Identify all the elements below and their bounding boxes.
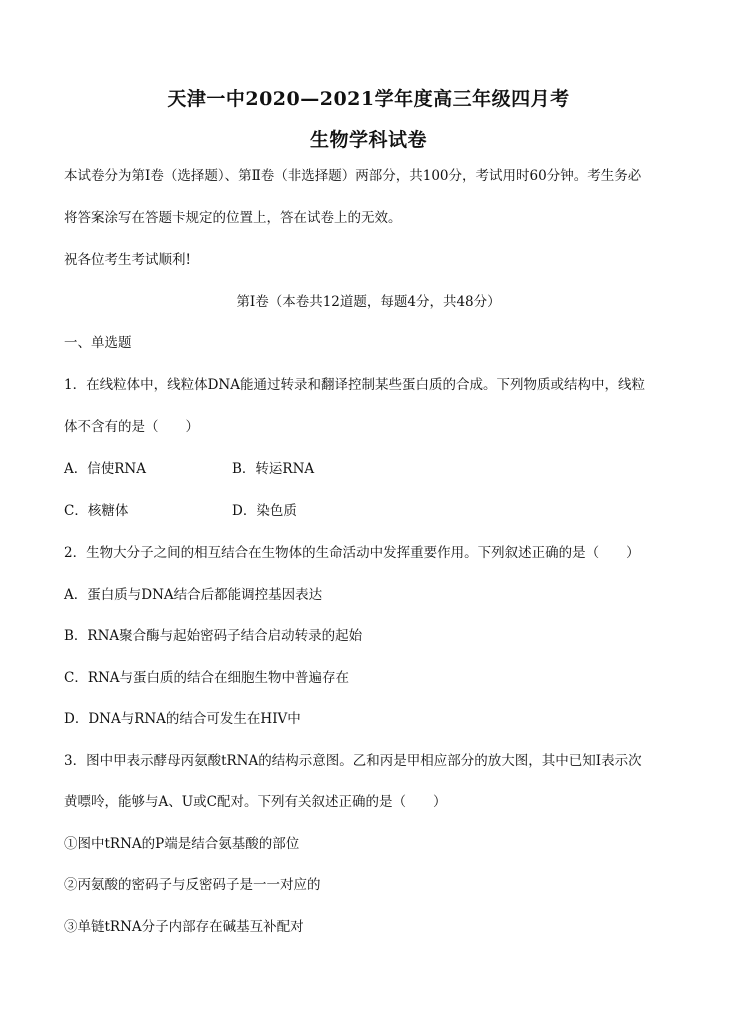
question-1-stem-line-2: 体不含有的是（ ） bbox=[64, 419, 199, 435]
question-2-option-b: B．RNA聚合酶与起始密码子结合启动转录的起始 bbox=[64, 628, 363, 644]
section-heading: 第Ⅰ卷（本卷共12道题，每题4分，共48分） bbox=[236, 294, 501, 310]
question-3-statement-2: ②丙氨酸的密码子与反密码子是一一对应的 bbox=[64, 877, 321, 893]
section-type: 一、单选题 bbox=[64, 335, 132, 351]
question-1-stem-line-1: 1．在线粒体中，线粒体DNA能通过转录和翻译控制某些蛋白质的合成。下列物质或结构中，线粒 bbox=[64, 377, 645, 393]
question-2-option-d: D．DNA与RNA的结合可发生在HIV中 bbox=[64, 711, 301, 727]
question-2-option-c: C．RNA与蛋白质的结合在细胞生物中普遍存在 bbox=[64, 670, 350, 686]
question-1-option-b: B．转运RNA bbox=[232, 461, 315, 477]
instructions-line-1: 本试卷分为第Ⅰ卷（选择题）、第Ⅱ卷（非选择题）两部分，共100分，考试用时60分钟。考生务必 bbox=[64, 168, 642, 184]
question-3-statement-3: ③单链tRNA分子内部存在碱基互补配对 bbox=[64, 919, 304, 935]
question-1-option-c: C．核糖体 bbox=[64, 503, 129, 519]
exam-subtitle: 生物学科试卷 bbox=[309, 129, 427, 151]
question-3-stem-line-1: 3．图中甲表示酵母丙氨酸tRNA的结构示意图。乙和丙是甲相应部分的放大图，其中已知Ⅰ表示次 bbox=[64, 753, 642, 769]
exam-title: 天津一中2020—2021学年度高三年级四月考 bbox=[167, 88, 570, 110]
greeting: 祝各位考生考试顺利! bbox=[64, 252, 191, 268]
question-1-option-d: D．染色质 bbox=[232, 503, 297, 519]
instructions-line-2: 将答案涂写在答题卡规定的位置上，答在试卷上的无效。 bbox=[64, 210, 402, 226]
question-2-option-a: A．蛋白质与DNA结合后都能调控基因表达 bbox=[64, 587, 323, 603]
question-3-stem-line-2: 黄嘌呤，能够与A、U或C配对。下列有关叙述正确的是（ ） bbox=[64, 794, 447, 810]
question-2-stem: 2．生物大分子之间的相互结合在生物体的生命活动中发挥重要作用。下列叙述正确的是（ ） bbox=[64, 545, 640, 561]
question-3-statement-1: ①图中tRNA的P端是结合氨基酸的部位 bbox=[64, 836, 300, 852]
question-1-option-a: A．信使RNA bbox=[64, 461, 146, 477]
